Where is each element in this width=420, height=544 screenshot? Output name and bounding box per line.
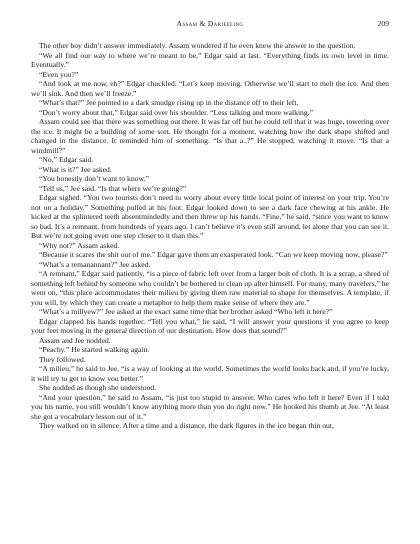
paragraph: “You honestly don’t want to know.”: [39, 174, 149, 183]
page-header: [31, 18, 389, 30]
paragraph: “A remnant,” Edgar said patiently, “is a piece of fabric left over from a larger bolt of cloth. It is a scrap, a shred of something left behind by someone who couldn’t be bothered to clean up after himself. For many, many travelers,” he went on, “this place accommodates their milieu by giving them raw material to shape for themselves. A template, if you will, by which they can create a metaphor to help them make sense of where they are.”: [31, 269, 389, 307]
paragraph: “What’s a millyew?” Jee asked at the exact same time that her brother asked “Who left it here?”: [39, 307, 333, 316]
running-head: Assam & Darjeeling: [176, 19, 244, 28]
paragraph: “No,” Edgar said.: [39, 155, 94, 164]
paragraph: “A milieu,” he said to Jee, “is a way of looking at the world. Sometimes the world looks back and, if you’re lucky, it will try to get to know you better.”: [31, 364, 389, 383]
paragraph: They walked on in silence. After a time and a distance, the dark figures in the ice began thin out,: [39, 421, 334, 430]
paragraph: “Peachy.” He started walking again.: [39, 345, 150, 354]
paragraph: “And your question,” he said to Assam, “is just too stupid to answer. Who cares who left it here? Even if I told you his name, you still wouldn’t know anything more than you do right now.” He hooked his thumb at Jee. “At least she got a vocabulary lesson out of it.”: [31, 392, 389, 421]
paragraph: Assam could see that there was something out there. It was far off but he could tell that it was huge, towering over the ice. It might be a building of some sort. He thought for a moment, watching how the dark shape shifted and changed in the distance. It reminded him of something. “Is that a..?” He stopped, watching it move. “Is that a windmill?”: [31, 117, 389, 155]
paragraph: They followed.: [39, 354, 86, 364]
paragraph: “What’s that?” Jee pointed to a dark smudge rising up in the distance off to their left.: [39, 98, 299, 107]
paragraph: Assam and Jee nodded.: [39, 335, 111, 345]
paragraph: She nodded as though she understood.: [39, 383, 157, 392]
page-body-text: [31, 41, 389, 538]
paragraph: “Why not?” Assam asked.: [39, 240, 120, 250]
page-number: 209: [377, 19, 389, 28]
paragraph: Edgar sighed. “You two tourists don’t need to worry about every little local point of interest on your trip. You’re not on a holiday.” Something pulled at his foot. Edgar looked down to see a dark face chewing at his ankle. He kicked at the splintered teeth absentmindedly and then threw up his hands. “Fine,” he said, “since you want to know so bad. It’s a remnant, from hundreds of years ago. I can’t believe it’s even still around, let alone that you can see it. But we’re not going even one step closer to it than this.”: [31, 193, 389, 240]
paragraph: The other boy didn’t answer immediately. Assam wondered if he even knew the answer to the question.: [39, 41, 356, 50]
paragraph: “Don’t worry about that,” Edgar said over his shoulder. “Less talking and more walking.”: [39, 107, 314, 117]
paragraph: “What’s a remanannant?” Jee asked.: [39, 259, 151, 269]
paragraph: “And look at me now, eh?” Edgar chuckled. “Let’s keep moving. Otherwise we’ll start to melt the ice. And then we’ll sink. And then we’ll freeze.”: [31, 79, 389, 98]
paragraph: “What is it?” Jee asked.: [39, 164, 112, 174]
paragraph: “Because it scares the shit out of me.” Edgar gave them an exasperated look. “Can we keep moving now, please?”: [39, 250, 388, 259]
paragraph: “Tell us,” Jee said. “Is that where we’re going?”: [39, 183, 187, 193]
paragraph: “We all find our way to where we’re meant to be,” Edgar said at last. “Everything finds its own level in time. Eventually.”: [31, 50, 389, 69]
paragraph: Edgar clapped his hands together. “Tell you what,” he said, “I will answer your questions if you agree to keep your feet moving in the general direction of our destination. How does that sound?”: [31, 316, 389, 335]
paragraph: “Even you?”: [39, 69, 79, 79]
